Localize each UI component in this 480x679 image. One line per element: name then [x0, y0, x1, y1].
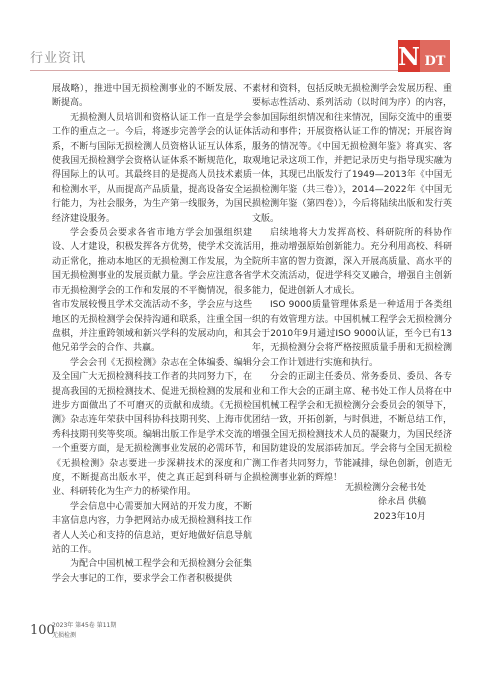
journal-logo [398, 40, 450, 72]
section-label: 行业资讯 [30, 51, 87, 66]
signature-authors: 徐永昌 供稿 [378, 497, 426, 508]
signature-date: 2023年10月 [373, 511, 426, 522]
left-column [52, 82, 252, 586]
signature-block [252, 481, 426, 524]
paragraph: 分会的正副主任委员、常务委员、委员、各专业和工作大会的正副主席、秘书处工作人员将在中国机械工程学会和无损检测分会委员会的领导下，团结一致，开拓创新，与时俱进，不断总结工作，增强全国无损检测技术人员的凝聚力，为国民经济和国防建设的发展添砖加瓦。学会将与全国无损检测工作者共同努力，节能减排，绿色创新，创造无损检测事业新的辉煌！ [252, 372, 452, 483]
logo-letter-n: N [398, 41, 420, 71]
right-column [252, 82, 452, 485]
journal-name: 无损检测 [52, 632, 77, 639]
footer-info [52, 621, 116, 641]
logo-letters-dt: DT [420, 40, 450, 72]
header-rule [30, 70, 412, 71]
paragraph: 无损检测人员培训和资格认证工作一直是学会工作的重点之一。今后，将逐步完善学会的认证体系，不断与国际无损检测人员资格认证互认体系，使我国无损检测学会资格认证体系不断规范化，取得国际上的认可。其最终目的是提高人员技术素质和检测水平，从而提高产品质量，提高设备安全运行能力，为社会服务，为生产第一线服务，为国民经济建设服务。 [52, 112, 252, 224]
paragraph: 学会信息中心需要加大网站的开发力度，不断丰富信息内容，力争把网站办成无损检测科技工作者人人关心和支持的信息站，更好地做好信息导航站的工作。 [52, 501, 252, 555]
paragraph: 为配合中国机械工程学会和无损检测分会征集学会大事记的工作，要求学会工作者积极提供 [52, 559, 252, 584]
page-number: 100 [30, 623, 55, 638]
paragraph: 展战略），推进中国无损检测事业的不断发展、不断提高。 [52, 84, 252, 109]
paragraph: 启续地将大力发挥高校、科研院所的科协作用，推动增强原始创新能力。充分利用高校、科研院所丰富的智力资源，深入开展高质量、高水平的学术交流活动，促进学科交叉融合，增强自主创新能力，促进创新人才成长。 [252, 228, 452, 296]
paragraph: 学会会刊《无损检测》杂志在全体编委、编辑及全国广大无损检测科技工作者的共同努力下，在提高我国的无损检测技术、促进无损检测的发展和进步方面做出了不可磨灭的贡献和成绩。《无损检测》杂志连年荣获中国科协科技期刊奖、上海市优秀科技期刊奖等奖项。编辑出版工作是学术交流的一个重要方面，是无损检测事业发展的必需环节，《无损检测》杂志要进一步深耕技术的深度和广度，不断提高出版水平，使之真正起到科研与企业、科研转化为生产力的桥梁作用。 [52, 357, 252, 498]
signature-org: 无损检测分会秘书处 [344, 483, 426, 493]
paragraph: ISO 9000质量管理体系是一种适用于各类组织的有效管理方法。中国机械工程学会无损检测分会于2010年9月通过ISO 9000认证，至今已有13年，无损检测分会将严格按照质量手册和无损检测分会工作计划进行实施和执行。 [252, 300, 452, 368]
paragraph: 素材和资料，包括反映无损检测学会发展历程、重要标志性活动、系列活动（以时间为序）的内容，参加国际组织情况和往来情况，国际交流中的重要活动和事件；开展资格认证工作的情况；开展咨询服务的情况等。《中国无损检测年鉴》将真实、客观地记录这项工作，并把记录历史与指导现实融为一体，其现已出版发行了1949—2013年《中国无损检测年鉴（共三卷）》，2014—2022年《中国无损检测年鉴（第四卷）》，今后将陆续出版和发行英文版。 [252, 84, 452, 224]
issue-info: 2023年 第45卷 第11期 [52, 622, 117, 629]
paragraph: 学会委员会要求各省市地方学会加强组织建设、人才建设，积极发挥各方优势，使学术交流活动正常化，推动本地区的无损检测工作发展，为全国无损检测事业的发展贡献力量。学会应注意各省市无损检测学会的工作和发展的不平衡情况，很多省市发展较慢且学术交流活动不多，学会应与这些地区的无损检测学会保持沟通和联系，注重全国一盘棋，并注重跨领域和新兴学科的发展动向，和其他兄弟学会的合作、共赢。 [52, 228, 252, 354]
